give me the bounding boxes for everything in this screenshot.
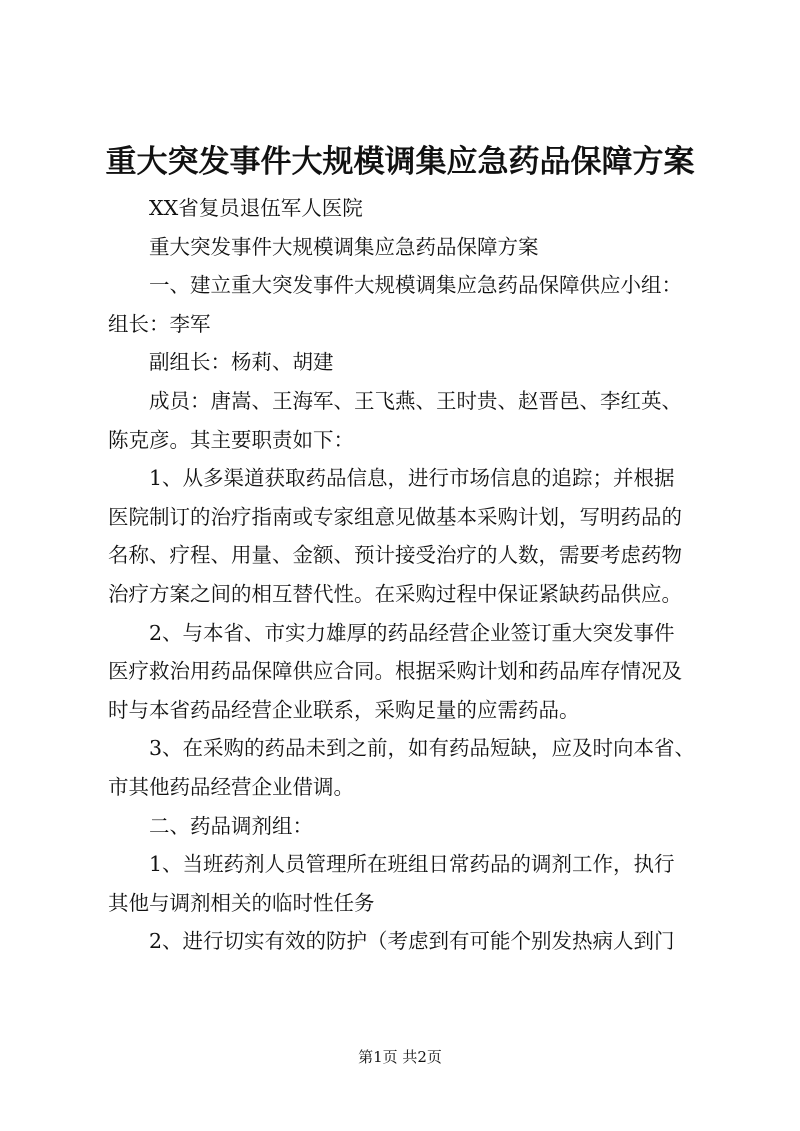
body-line: 2、进行切实有效的防护（考虑到有可能个别发热病人到门 — [149, 929, 675, 954]
body-line: 一、建立重大突发事件大规模调集应急药品保障供应小组： — [149, 273, 682, 298]
body-line: 名称、疗程、用量、金额、预计接受治疗的人数，需要考虑药物 — [108, 543, 682, 568]
body-line: 医院制订的治疗指南或专家组意见做基本采购计划，写明药品的 — [108, 504, 682, 529]
body-line: 时与本省药品经营企业联系，采购足量的应需药品。 — [108, 697, 580, 722]
body-line: 市其他药品经营企业借调。 — [108, 774, 354, 799]
body-line: 其他与调剂相关的临时性任务 — [108, 890, 375, 915]
body-line: 成员：唐嵩、王海军、王飞燕、王时贵、赵晋邑、李红英、 — [149, 388, 682, 413]
document-title: 重大突发事件大规模调集应急药品保障方案 — [105, 144, 695, 180]
body-line: 陈克彦。其主要职责如下： — [108, 427, 354, 452]
body-line: 组长：李军 — [108, 311, 211, 336]
document-body — [108, 189, 728, 961]
body-line: 医疗救治用药品保障供应合同。根据采购计划和药品库存情况及 — [108, 659, 682, 684]
body-line: 1、当班药剂人员管理所在班组日常药品的调剂工作，执行 — [149, 852, 675, 877]
body-line: 副组长：杨莉、胡建 — [149, 350, 334, 375]
body-line: 重大突发事件大规模调集应急药品保障方案 — [149, 234, 539, 259]
body-line: 2、与本省、市实力雄厚的药品经营企业签订重大突发事件 — [149, 620, 675, 645]
body-line: XX省复员退伍军人医院 — [149, 196, 363, 220]
body-line: 治疗方案之间的相互替代性。在采购过程中保证紧缺药品供应。 — [108, 581, 682, 606]
body-line: 二、药品调剂组： — [149, 813, 313, 838]
body-line: 3、在采购的药品未到之前，如有药品短缺，应及时向本省、 — [149, 736, 696, 761]
body-line: 1、从多渠道获取药品信息，进行市场信息的追踪；并根据 — [149, 466, 675, 491]
page-footer: 第1页 共2页 — [358, 1048, 442, 1066]
